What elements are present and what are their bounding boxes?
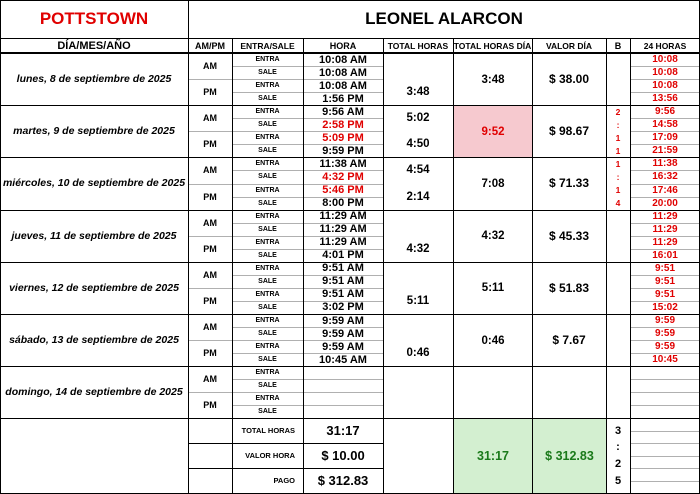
hour24-cell: 9:51 xyxy=(654,262,675,274)
time-cell[interactable]: 9:59 AM xyxy=(322,314,364,327)
day-date: martes, 9 de septiembre de 2025 xyxy=(13,125,175,138)
hour24-cell: 13:56 xyxy=(652,93,678,105)
inout-label: SALE xyxy=(258,69,277,77)
inout-label: SALE xyxy=(258,277,277,285)
inout-label: ENTRA xyxy=(255,212,280,220)
am-label: AM xyxy=(203,374,217,385)
b-cell xyxy=(606,301,630,314)
day-value: $ 71.33 xyxy=(548,176,590,191)
inout-label: ENTRA xyxy=(255,264,280,272)
col-24h-header: 24 HORAS xyxy=(643,41,687,51)
am-label: AM xyxy=(203,165,217,176)
pm-label: PM xyxy=(203,139,217,150)
pm-label: PM xyxy=(203,191,217,202)
b-cell: 2 xyxy=(615,106,621,117)
inout-label: SALE xyxy=(258,121,277,129)
b-cell xyxy=(606,262,630,275)
hour24-cell: 10:08 xyxy=(652,54,678,66)
hour24-cell xyxy=(630,366,700,379)
inout-label: ENTRA xyxy=(255,343,280,351)
location-title: POTTSTOWN xyxy=(39,8,149,28)
time-cell[interactable]: 9:51 AM xyxy=(322,288,364,301)
valor-hora-label: VALOR HORA xyxy=(245,451,295,461)
day-date: sábado, 13 de septiembre de 2025 xyxy=(9,334,179,347)
inout-label: ENTRA xyxy=(255,395,280,403)
hour24-cell: 21:59 xyxy=(652,145,678,157)
am-total xyxy=(383,210,453,236)
col-total-horas-header: TOTAL HORAS xyxy=(387,41,449,51)
b-cell: : xyxy=(616,119,620,130)
time-cell[interactable]: 4:32 PM xyxy=(322,170,364,183)
b-cell: 1 xyxy=(615,158,621,169)
am-total xyxy=(383,262,453,288)
am-label: AM xyxy=(203,113,217,124)
b-total-char: : xyxy=(616,441,620,454)
b-cell xyxy=(606,92,630,105)
b-cell xyxy=(606,236,630,249)
inout-label: SALE xyxy=(258,95,277,103)
col-date-header: DÍA/MES/AÑO xyxy=(57,40,131,52)
b-cell: 4 xyxy=(615,198,621,209)
hour24-cell: 9:59 xyxy=(654,341,675,353)
day-total: 5:11 xyxy=(481,282,505,295)
col-b-header: B xyxy=(614,41,622,51)
hour24-cell: 11:29 xyxy=(652,236,678,248)
hour24-cell: 14:58 xyxy=(652,119,678,131)
b-cell: 1 xyxy=(615,132,621,143)
pago-green: $ 312.83 xyxy=(533,419,606,493)
day-value: $ 45.33 xyxy=(548,228,590,243)
day-total xyxy=(454,367,532,418)
pm-label: PM xyxy=(203,400,217,411)
time-cell[interactable]: 5:09 PM xyxy=(322,131,364,144)
day-value xyxy=(532,366,606,418)
hour24-cell: 11:29 xyxy=(652,223,678,235)
inout-label: SALE xyxy=(258,382,277,390)
total-horas-green: 31:17 xyxy=(454,419,532,493)
b-total-char: 2 xyxy=(614,458,622,470)
col-total-horas-dia-header: TOTAL HORAS DÍA xyxy=(453,41,532,51)
b-cell xyxy=(606,340,630,353)
total-horas-value: 31:17 xyxy=(326,423,360,439)
inout-label: ENTRA xyxy=(255,186,280,194)
hour24-cell: 10:45 xyxy=(652,354,678,366)
total-horas-label: TOTAL HORAS xyxy=(241,426,295,436)
day-date: lunes, 8 de septiembre de 2025 xyxy=(16,73,172,86)
time-cell[interactable]: 1:56 PM xyxy=(322,92,364,105)
hour24-cell: 16:01 xyxy=(652,249,678,261)
am-label: AM xyxy=(203,322,217,333)
inout-label: ENTRA xyxy=(255,238,280,246)
pm-label: PM xyxy=(203,295,217,306)
time-cell[interactable]: 9:51 AM xyxy=(322,262,364,275)
inout-label: SALE xyxy=(258,199,277,207)
col-inout-header: ENTRA/SALE xyxy=(240,41,295,51)
inout-label: SALE xyxy=(258,356,277,364)
time-cell[interactable]: 9:59 PM xyxy=(322,144,364,157)
pm-label: PM xyxy=(203,348,217,359)
day-total: 9:52 xyxy=(454,106,532,157)
pago-value: $ 312.83 xyxy=(317,473,369,489)
inout-label: ENTRA xyxy=(255,317,280,325)
day-date: viernes, 12 de septiembre de 2025 xyxy=(9,281,179,294)
time-cell[interactable]: 2:58 PM xyxy=(322,118,364,131)
time-cell[interactable] xyxy=(303,366,383,379)
b-cell xyxy=(606,249,630,262)
pm-total: 2:14 xyxy=(406,190,430,203)
b-cell xyxy=(606,66,630,79)
inout-label: SALE xyxy=(258,147,277,155)
day-value: $ 51.83 xyxy=(548,280,590,295)
pm-total: 5:11 xyxy=(406,294,430,307)
time-cell[interactable]: 5:46 PM xyxy=(322,184,364,197)
b-cell xyxy=(606,288,630,301)
hour24-cell: 9:56 xyxy=(654,106,675,118)
day-value: $ 98.67 xyxy=(548,124,590,139)
pm-total: 4:32 xyxy=(406,242,430,255)
am-label: AM xyxy=(203,269,217,280)
time-cell[interactable]: 11:38 AM xyxy=(319,157,367,170)
time-cell[interactable]: 9:51 AM xyxy=(322,275,364,288)
b-cell xyxy=(606,53,630,66)
day-date: jueves, 11 de septiembre de 2025 xyxy=(11,229,177,242)
hour24-cell: 17:09 xyxy=(652,132,678,144)
time-cell[interactable]: 11:29 AM xyxy=(319,236,367,249)
pm-total: 3:48 xyxy=(406,86,430,99)
inout-label: ENTRA xyxy=(255,160,280,168)
hour24-cell xyxy=(630,379,700,392)
inout-label: SALE xyxy=(258,251,277,259)
b-cell xyxy=(606,392,630,405)
day-total: 0:46 xyxy=(481,334,505,347)
b-cell xyxy=(606,327,630,340)
b-cell xyxy=(606,366,630,379)
col-ampm-header: AM/PM xyxy=(195,41,225,51)
col-hora-header: HORA xyxy=(329,41,357,51)
hour24-cell: 10:08 xyxy=(652,67,678,79)
hour24-cell xyxy=(630,405,700,418)
inout-label: ENTRA xyxy=(255,134,280,142)
time-cell[interactable]: 11:29 AM xyxy=(319,210,367,223)
hour24-cell: 11:29 xyxy=(652,210,678,222)
b-cell xyxy=(606,314,630,327)
hour24-cell: 11:38 xyxy=(652,158,678,170)
time-cell[interactable]: 9:59 AM xyxy=(322,327,364,340)
time-cell[interactable]: 3:02 PM xyxy=(322,301,364,314)
b-cell xyxy=(606,223,630,236)
inout-label: SALE xyxy=(258,303,277,311)
b-cell xyxy=(606,379,630,392)
hour24-cell: 9:59 xyxy=(654,328,675,340)
time-cell[interactable]: 10:08 AM xyxy=(319,79,367,92)
b-cell: 1 xyxy=(615,185,621,196)
am-label: AM xyxy=(203,217,217,228)
time-cell[interactable]: 8:00 PM xyxy=(322,197,364,210)
day-date: domingo, 14 de septiembre de 2025 xyxy=(5,386,183,399)
hour24-cell: 9:51 xyxy=(654,275,675,287)
b-cell xyxy=(606,405,630,418)
hour24-cell: 17:46 xyxy=(652,184,678,196)
am-label: AM xyxy=(203,61,217,72)
pm-total: 4:50 xyxy=(406,138,430,151)
inout-label: ENTRA xyxy=(255,56,280,64)
hour24-cell: 9:59 xyxy=(654,315,675,327)
col-valor-dia-header: VALOR DÍA xyxy=(545,41,593,51)
b-cell xyxy=(606,353,630,366)
inout-label: ENTRA xyxy=(255,82,280,90)
employee-name: LEONEL ALARCON xyxy=(365,8,523,28)
inout-label: ENTRA xyxy=(255,369,280,377)
time-cell[interactable]: 4:01 PM xyxy=(322,249,364,262)
b-cell xyxy=(606,275,630,288)
pm-total: 0:46 xyxy=(406,347,430,360)
am-total xyxy=(383,366,453,392)
pm-total xyxy=(383,392,453,418)
time-cell[interactable]: 10:08 AM xyxy=(319,53,367,66)
hour24-cell xyxy=(630,392,700,405)
hour24-cell: 16:32 xyxy=(652,171,678,183)
hour24-cell: 10:08 xyxy=(652,80,678,92)
b-cell xyxy=(606,79,630,92)
hour24-cell: 20:00 xyxy=(652,197,678,209)
hour24-cell: 15:02 xyxy=(652,301,678,313)
time-cell[interactable]: 10:08 AM xyxy=(319,66,367,79)
inout-label: ENTRA xyxy=(255,108,280,116)
time-cell[interactable] xyxy=(303,379,383,392)
pm-label: PM xyxy=(203,243,217,254)
b-cell: 1 xyxy=(615,145,621,156)
day-date: miércoles, 10 de septiembre de 2025 xyxy=(2,177,186,190)
am-total xyxy=(383,314,453,340)
valor-hora-value: $ 10.00 xyxy=(321,448,365,464)
time-cell[interactable] xyxy=(303,392,383,405)
day-value: $ 7.67 xyxy=(552,333,586,348)
b-cell: : xyxy=(616,171,620,182)
b-total-char: 3 xyxy=(614,424,622,437)
day-total: 3:48 xyxy=(481,73,505,86)
pago-label: PAGO xyxy=(273,476,295,486)
b-total-char: 5 xyxy=(614,474,622,487)
inout-label: SALE xyxy=(258,173,277,181)
am-total xyxy=(383,53,453,79)
pm-label: PM xyxy=(203,87,217,98)
time-cell[interactable]: 10:45 AM xyxy=(319,353,367,366)
time-cell[interactable]: 11:29 AM xyxy=(319,223,367,236)
day-value: $ 38.00 xyxy=(548,72,590,87)
am-total: 4:54 xyxy=(406,164,430,177)
inout-label: SALE xyxy=(258,225,277,233)
day-total: 4:32 xyxy=(481,230,505,243)
b-cell xyxy=(606,210,630,223)
inout-label: ENTRA xyxy=(255,290,280,298)
time-cell[interactable]: 9:56 AM xyxy=(322,105,364,118)
inout-label: SALE xyxy=(258,330,277,338)
time-cell[interactable]: 9:59 AM xyxy=(322,340,364,353)
day-total: 7:08 xyxy=(481,177,505,190)
hour24-cell: 9:51 xyxy=(654,288,675,300)
am-total: 5:02 xyxy=(406,112,430,125)
time-cell[interactable] xyxy=(303,405,383,418)
inout-label: SALE xyxy=(258,408,277,416)
